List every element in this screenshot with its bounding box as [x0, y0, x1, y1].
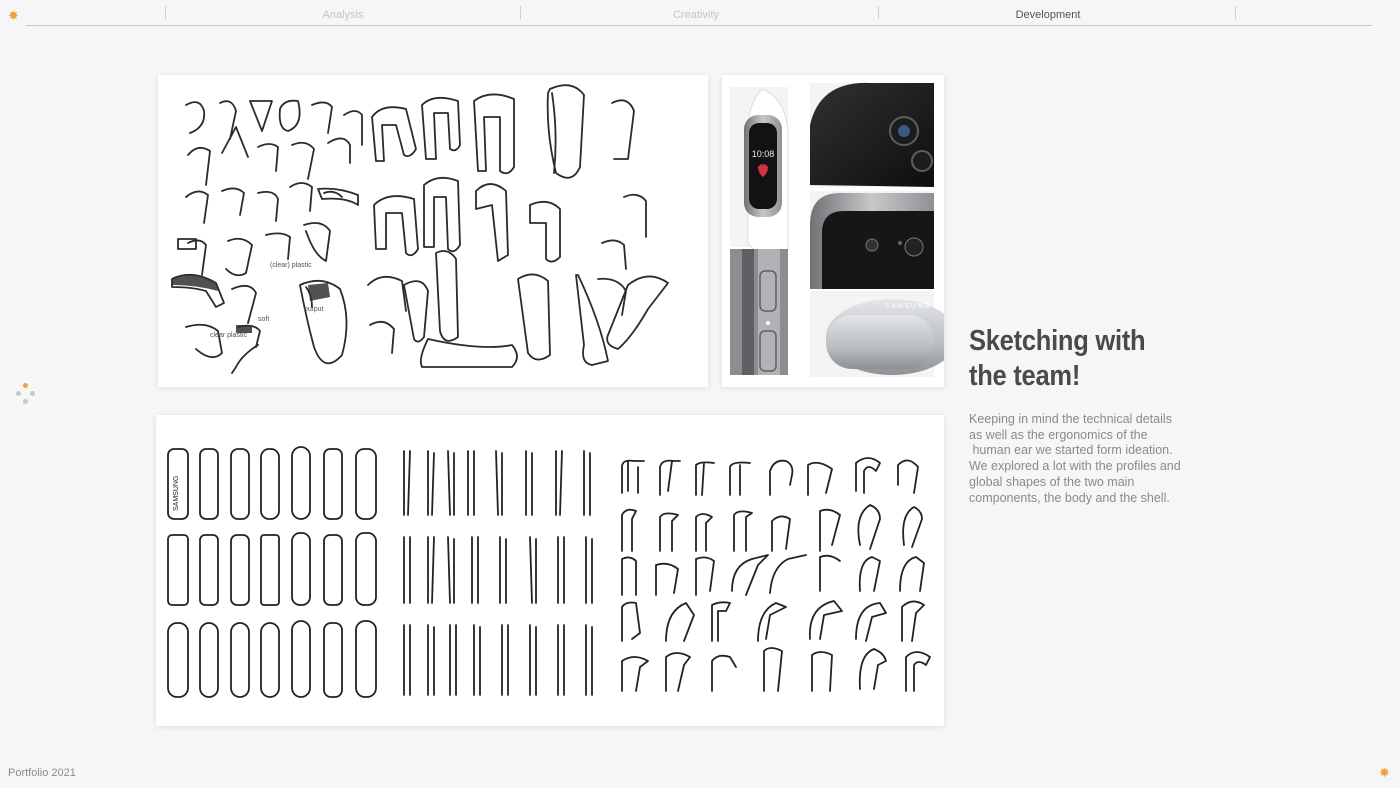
- tab-analysis[interactable]: Analysis: [322, 9, 364, 21]
- description-line: global shapes of the two main: [969, 474, 1135, 489]
- description-line: human ear we started form ideation.: [969, 443, 1173, 458]
- svg-text:soft: soft: [258, 316, 270, 323]
- tab-development[interactable]: Development: [1015, 9, 1081, 21]
- description-line: as well as the ergonomics of the: [969, 427, 1148, 442]
- section-description: [969, 412, 1209, 506]
- description-line: We explored a lot with the profiles and: [969, 459, 1181, 474]
- nav-separator: [878, 6, 879, 19]
- svg-text:(clear) plastic: (clear) plastic: [270, 262, 312, 269]
- product-reference-collage: [722, 75, 944, 387]
- nav-separator: [1235, 6, 1236, 19]
- ear-sketch-image: [158, 75, 708, 387]
- svg-text:output: output: [304, 306, 324, 313]
- nav-separator: [165, 6, 166, 19]
- asterisk-icon: ✸: [1379, 765, 1390, 780]
- dot-menu-icon[interactable]: [14, 382, 40, 406]
- sketch-brand-label: SAMSUNG: [173, 475, 180, 511]
- section-headline: [969, 324, 1198, 394]
- footer-label: Portfolio 2021: [8, 767, 76, 779]
- nav-separator: [520, 6, 521, 19]
- profile-sketch-drawing: [156, 415, 944, 726]
- ear-sketch-drawing: [158, 75, 708, 387]
- profile-sketch-image: [156, 415, 944, 726]
- svg-text:clear plastic: clear plastic: [210, 332, 247, 339]
- tab-creativity[interactable]: Creativity: [673, 9, 719, 21]
- watch-time: 10:08: [751, 149, 775, 159]
- description-line: components, the body and the shell.: [969, 490, 1170, 505]
- product-reference-drawing: [722, 75, 944, 387]
- description-line: Keeping in mind the technical details: [969, 412, 1172, 426]
- headline-line: Sketching with: [969, 325, 1146, 357]
- top-nav: [26, 0, 1372, 26]
- headline-line: the team!: [969, 360, 1081, 392]
- asterisk-icon: ✸: [8, 8, 19, 23]
- case-brand-label: SAMSUNG: [885, 303, 931, 310]
